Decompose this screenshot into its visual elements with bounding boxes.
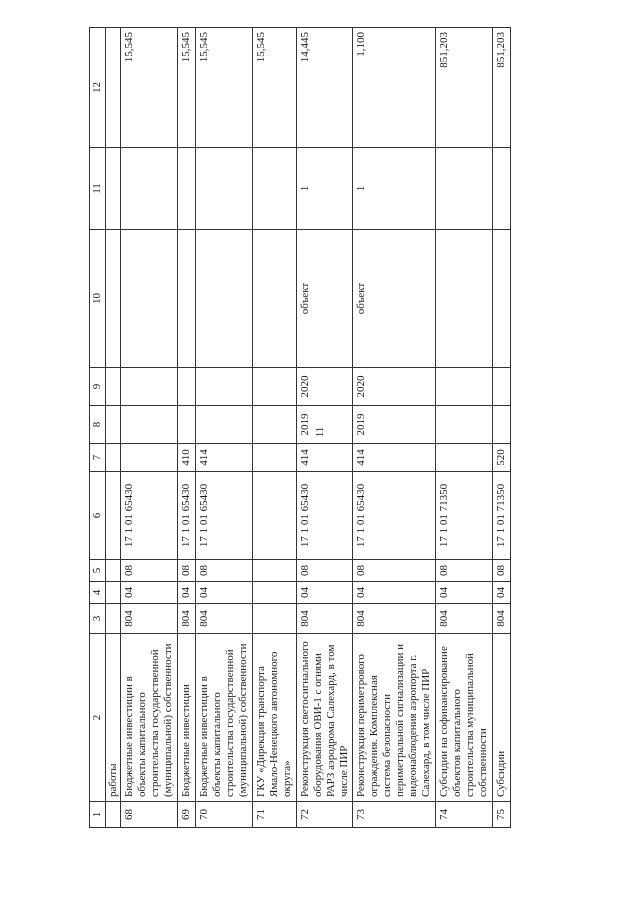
cell-unit (106, 230, 121, 368)
cell-target-article: 17 1 01 71350 (493, 472, 511, 560)
cell-item-name: Бюджетные инвестиции в объекты капитального строительства государственной (муниципальной) собственности (195, 634, 252, 802)
header-cell: 4 (90, 582, 106, 604)
cell-unit (436, 230, 493, 368)
cell-ministry-code: 804 (296, 604, 353, 634)
table-row (493, 28, 511, 828)
cell-row-number: 70 (195, 802, 252, 828)
cell-expense-type (252, 444, 296, 472)
cell-target-article (106, 472, 121, 560)
cell-section-code: 04 (177, 582, 195, 604)
cell-target-article: 17 1 01 65430 (195, 472, 252, 560)
cell-expense-type: 520 (493, 444, 511, 472)
header-cell: 9 (90, 368, 106, 406)
header-cell: 6 (90, 472, 106, 560)
header-cell: 2 (90, 634, 106, 802)
cell-target-article: 17 1 01 71350 (436, 472, 493, 560)
cell-end-year (436, 368, 493, 406)
cell-quantity (493, 148, 511, 230)
table-body (106, 28, 511, 828)
header-cell: 11 (90, 148, 106, 230)
cell-row-number: 73 (353, 802, 436, 828)
cell-amount: 15,545 (177, 28, 195, 148)
cell-section-code: 04 (353, 582, 436, 604)
cell-target-article: 17 1 01 65430 (353, 472, 436, 560)
cell-row-number: 68 (120, 802, 177, 828)
cell-end-year (106, 368, 121, 406)
cell-quantity (252, 148, 296, 230)
cell-start-year (120, 406, 177, 444)
cell-unit (493, 230, 511, 368)
cell-item-name: Субсидии на софинансирование объектов капитального строительства муниципальной собственности (436, 634, 493, 802)
table-row (106, 28, 121, 828)
header-cell: 3 (90, 604, 106, 634)
header-cell: 10 (90, 230, 106, 368)
cell-end-year (177, 368, 195, 406)
table-row (353, 28, 436, 828)
cell-ministry-code: 804 (436, 604, 493, 634)
cell-amount: 15,545 (195, 28, 252, 148)
header-cell: 8 (90, 406, 106, 444)
cell-row-number: 72 (296, 802, 353, 828)
cell-start-year (252, 406, 296, 444)
cell-ministry-code: 804 (353, 604, 436, 634)
cell-unit (252, 230, 296, 368)
cell-start-year (436, 406, 493, 444)
cell-section-code: 04 (120, 582, 177, 604)
cell-target-article: 17 1 01 65430 (296, 472, 353, 560)
cell-end-year: 2020 (296, 368, 353, 406)
cell-quantity (195, 148, 252, 230)
cell-item-name: Субсидии (493, 634, 511, 802)
cell-subsection-code: 08 (353, 560, 436, 582)
table-row (195, 28, 252, 828)
page-number: 11 (314, 426, 326, 438)
cell-end-year: 2020 (353, 368, 436, 406)
cell-amount: 1,100 (353, 28, 436, 148)
cell-amount: 14,445 (296, 28, 353, 148)
cell-amount: 851,203 (493, 28, 511, 148)
cell-target-article: 17 1 01 65430 (120, 472, 177, 560)
table-row (296, 28, 353, 828)
cell-ministry-code: 804 (493, 604, 511, 634)
cell-quantity (106, 148, 121, 230)
cell-amount: 851,203 (436, 28, 493, 148)
cell-subsection-code: 08 (436, 560, 493, 582)
cell-expense-type: 414 (353, 444, 436, 472)
cell-subsection-code: 08 (177, 560, 195, 582)
cell-start-year (177, 406, 195, 444)
cell-expense-type: 414 (195, 444, 252, 472)
cell-ministry-code (252, 604, 296, 634)
cell-start-year (106, 406, 121, 444)
cell-start-year: 2019 (296, 406, 353, 444)
cell-start-year: 2019 (353, 406, 436, 444)
cell-row-number: 74 (436, 802, 493, 828)
cell-section-code: 04 (195, 582, 252, 604)
table-row (436, 28, 493, 828)
cell-row-number: 71 (252, 802, 296, 828)
cell-subsection-code (252, 560, 296, 582)
cell-quantity (177, 148, 195, 230)
cell-expense-type (106, 444, 121, 472)
cell-ministry-code (106, 604, 121, 634)
cell-quantity (120, 148, 177, 230)
cell-expense-type: 410 (177, 444, 195, 472)
header-cell: 1 (90, 802, 106, 828)
cell-expense-type: 414 (296, 444, 353, 472)
header-cell: 5 (90, 560, 106, 582)
cell-row-number (106, 802, 121, 828)
cell-item-name: Реконструкция светосигнального оборудования ОВИ-1 с огнями РАРЗ аэродрома Салехард, в том числе ПИР (296, 634, 353, 802)
cell-end-year (120, 368, 177, 406)
cell-expense-type (436, 444, 493, 472)
cell-unit (195, 230, 252, 368)
cell-section-code (252, 582, 296, 604)
cell-subsection-code: 08 (120, 560, 177, 582)
cell-ministry-code: 804 (195, 604, 252, 634)
cell-item-name: Бюджетные инвестиции в объекты капитального строительства государственной (муниципальной) собственности (120, 634, 177, 802)
rotated-page (89, 28, 609, 828)
cell-section-code: 04 (493, 582, 511, 604)
budget-table (89, 27, 511, 828)
cell-quantity: 1 (296, 148, 353, 230)
cell-unit (177, 230, 195, 368)
header-cell: 7 (90, 444, 106, 472)
cell-quantity: 1 (353, 148, 436, 230)
cell-item-name: Бюджетные инвестиции (177, 634, 195, 802)
cell-expense-type (120, 444, 177, 472)
cell-subsection-code (106, 560, 121, 582)
table-row (252, 28, 296, 828)
cell-target-article (252, 472, 296, 560)
cell-start-year (195, 406, 252, 444)
cell-item-name: работы (106, 634, 121, 802)
cell-subsection-code: 08 (493, 560, 511, 582)
table-row (177, 28, 195, 828)
cell-quantity (436, 148, 493, 230)
cell-item-name: ГКУ «Дирекция транспорта Ямало-Ненецкого автономного округа» (252, 634, 296, 802)
cell-section-code: 04 (436, 582, 493, 604)
cell-row-number: 69 (177, 802, 195, 828)
cell-subsection-code: 08 (296, 560, 353, 582)
header-row (90, 28, 106, 828)
cell-target-article: 17 1 01 65430 (177, 472, 195, 560)
cell-end-year (493, 368, 511, 406)
cell-end-year (252, 368, 296, 406)
cell-item-name: Реконструкция периметрового ограждения. Комплексная система безопасности периметральной сигнализации и видеонаблюдения аэропорта г. Салехард, в том числе ПИР (353, 634, 436, 802)
cell-unit: объект (296, 230, 353, 368)
cell-start-year (493, 406, 511, 444)
cell-end-year (195, 368, 252, 406)
cell-amount (106, 28, 121, 148)
cell-amount: 15,545 (252, 28, 296, 148)
header-cell: 12 (90, 28, 106, 148)
cell-ministry-code: 804 (177, 604, 195, 634)
table-row (120, 28, 177, 828)
cell-row-number: 75 (493, 802, 511, 828)
cell-section-code (106, 582, 121, 604)
cell-unit: объект (353, 230, 436, 368)
cell-subsection-code: 08 (195, 560, 252, 582)
cell-section-code: 04 (296, 582, 353, 604)
cell-unit (120, 230, 177, 368)
cell-amount: 15,545 (120, 28, 177, 148)
cell-ministry-code: 804 (120, 604, 177, 634)
